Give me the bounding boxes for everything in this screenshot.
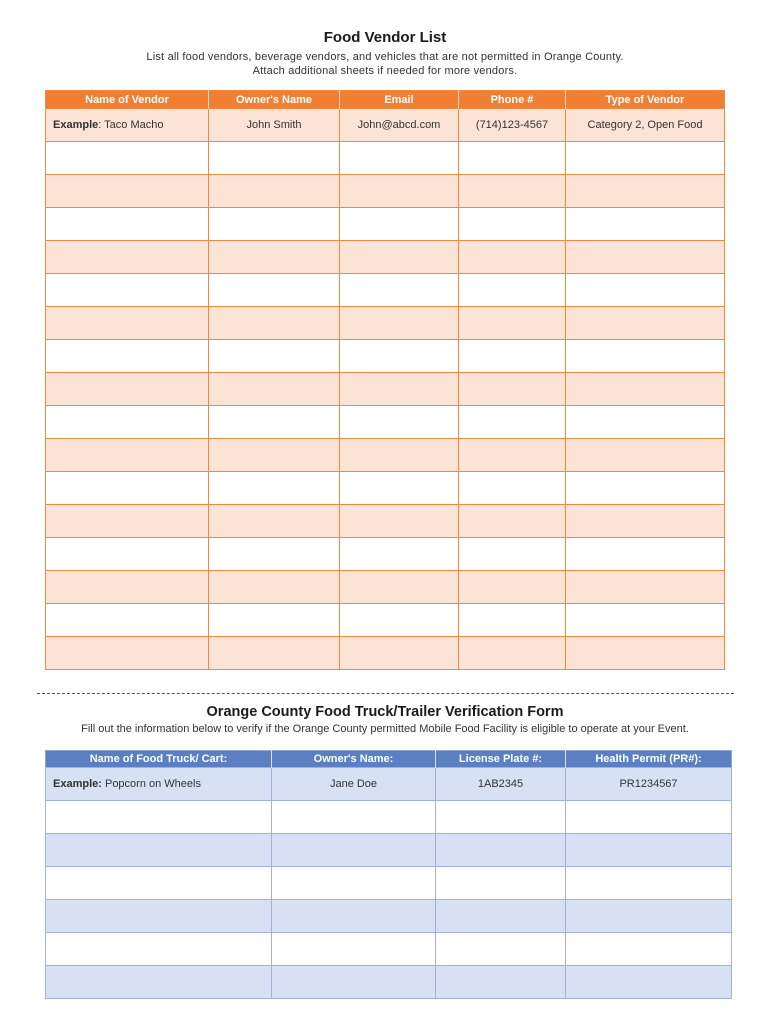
vendor-name-cell[interactable] [46,373,209,406]
truck-row [46,834,732,867]
email-cell[interactable] [340,538,459,571]
vendor-type-cell[interactable] [566,142,725,175]
example-health-permit: PR1234567 [566,768,732,801]
vendor-type-cell[interactable] [566,208,725,241]
vendor-type-cell[interactable] [566,604,725,637]
column-header-truck-name: Name of Food Truck/ Cart: [46,751,272,768]
email-cell[interactable] [340,637,459,670]
vendor-type-cell[interactable] [566,373,725,406]
vendor-table [45,90,725,670]
column-header-truck-owner: Owner's Name: [272,751,436,768]
email-cell[interactable] [340,505,459,538]
owner-name-cell[interactable] [209,637,340,670]
phone-cell[interactable] [459,142,566,175]
vendor-name-cell[interactable] [46,307,209,340]
vendor-row [46,538,725,571]
vendor-row [46,241,725,274]
vendor-name-cell[interactable] [46,208,209,241]
phone-cell[interactable] [459,472,566,505]
vendor-instructions-line1: List all food vendors, beverage vendors, and vehicles that are not permitted in Orange County. [146,51,624,63]
truck-owner-cell[interactable] [272,933,436,966]
vendor-row [46,307,725,340]
vendor-table-header [46,91,725,109]
vendor-name-cell[interactable] [46,340,209,373]
example-vendor-type: Category 2, Open Food [566,109,725,142]
vendor-name-cell[interactable] [46,406,209,439]
example-owner-name: John Smith [209,109,340,142]
phone-cell[interactable] [459,373,566,406]
health-permit-cell[interactable] [566,933,732,966]
vendor-type-cell[interactable] [566,274,725,307]
cut-line-divider [37,693,734,694]
phone-cell[interactable] [459,241,566,274]
license-plate-cell[interactable] [436,834,566,867]
phone-cell[interactable] [459,538,566,571]
truck-example-row [46,768,732,801]
phone-cell[interactable] [459,439,566,472]
vendor-name-cell[interactable] [46,175,209,208]
license-plate-cell[interactable] [436,933,566,966]
owner-name-cell[interactable] [209,604,340,637]
email-cell[interactable] [340,241,459,274]
email-cell[interactable] [340,472,459,505]
vendor-row [46,505,725,538]
health-permit-cell[interactable] [566,867,732,900]
owner-name-cell[interactable] [209,472,340,505]
truck-name-cell[interactable] [46,966,272,999]
vendor-type-cell[interactable] [566,505,725,538]
truck-form-title: Orange County Food Truck/Trailer Verification Form [206,704,564,720]
email-cell[interactable] [340,406,459,439]
license-plate-cell[interactable] [436,900,566,933]
example-vendor-name-value: : Taco Macho [98,119,164,131]
health-permit-cell[interactable] [566,966,732,999]
vendor-row [46,142,725,175]
page-title: Food Vendor List [323,29,447,46]
vendor-name-cell[interactable] [46,505,209,538]
truck-row [46,966,732,999]
column-header-email: Email [340,91,459,109]
vendor-name-cell[interactable] [46,142,209,175]
owner-name-cell[interactable] [209,241,340,274]
example-license-plate: 1AB2345 [436,768,566,801]
truck-owner-cell[interactable] [272,867,436,900]
vendor-type-cell[interactable] [566,241,725,274]
example-label: Example [53,119,99,131]
vendor-instructions-line2: Attach additional sheets if needed for more vendors. [252,65,518,77]
phone-cell[interactable] [459,208,566,241]
truck-table-header [46,751,732,768]
vendor-type-cell[interactable] [566,439,725,472]
vendor-name-cell[interactable] [46,538,209,571]
vendor-row [46,340,725,373]
health-permit-cell[interactable] [566,900,732,933]
truck-owner-cell[interactable] [272,966,436,999]
license-plate-cell[interactable] [436,867,566,900]
phone-cell[interactable] [459,274,566,307]
vendor-type-cell[interactable] [566,307,725,340]
vendor-type-cell[interactable] [566,340,725,373]
example-truck-name-value: Popcorn on Wheels [101,778,201,790]
vendor-row [46,472,725,505]
email-cell[interactable] [340,142,459,175]
email-cell[interactable] [340,208,459,241]
vendor-type-cell[interactable] [566,472,725,505]
health-permit-cell[interactable] [566,801,732,834]
truck-owner-cell[interactable] [272,834,436,867]
truck-example-label: Example: [53,778,102,790]
truck-row [46,867,732,900]
vendor-name-cell[interactable] [46,439,209,472]
email-cell[interactable] [340,571,459,604]
vendor-row [46,439,725,472]
truck-name-cell[interactable] [46,933,272,966]
owner-name-cell[interactable] [209,439,340,472]
column-header-vendor-type: Type of Vendor [566,91,725,109]
column-header-owner-name: Owner's Name [209,91,340,109]
truck-row [46,900,732,933]
vendor-type-cell[interactable] [566,538,725,571]
truck-owner-cell[interactable] [272,900,436,933]
vendor-name-cell[interactable] [46,241,209,274]
column-header-vendor-name: Name of Vendor [46,91,209,109]
vendor-row [46,373,725,406]
email-cell[interactable] [340,604,459,637]
example-truck-name [46,768,272,801]
phone-cell[interactable] [459,505,566,538]
phone-cell[interactable] [459,406,566,439]
owner-name-cell[interactable] [209,307,340,340]
phone-cell[interactable] [459,571,566,604]
vendor-row [46,637,725,670]
phone-cell[interactable] [459,604,566,637]
vendor-row [46,274,725,307]
phone-cell[interactable] [459,637,566,670]
owner-name-cell[interactable] [209,274,340,307]
vendor-type-cell[interactable] [566,571,725,604]
email-cell[interactable] [340,439,459,472]
column-header-license-plate: License Plate #: [436,751,566,768]
truck-name-cell[interactable] [46,834,272,867]
vendor-name-cell[interactable] [46,604,209,637]
email-cell[interactable] [340,274,459,307]
truck-name-cell[interactable] [46,867,272,900]
license-plate-cell[interactable] [436,801,566,834]
phone-cell[interactable] [459,175,566,208]
truck-row [46,933,732,966]
example-truck-owner: Jane Doe [272,768,436,801]
vendor-row [46,571,725,604]
phone-cell[interactable] [459,307,566,340]
email-cell[interactable] [340,307,459,340]
owner-name-cell[interactable] [209,208,340,241]
owner-name-cell[interactable] [209,571,340,604]
owner-name-cell[interactable] [209,175,340,208]
email-cell[interactable] [340,340,459,373]
vendor-name-cell[interactable] [46,571,209,604]
truck-row [46,801,732,834]
vendor-type-cell[interactable] [566,637,725,670]
truck-name-cell[interactable] [46,900,272,933]
vendor-row [46,604,725,637]
example-email: John@abcd.com [340,109,459,142]
vendor-type-cell[interactable] [566,175,725,208]
owner-name-cell[interactable] [209,505,340,538]
owner-name-cell[interactable] [209,373,340,406]
truck-owner-cell[interactable] [272,801,436,834]
vendor-row [46,406,725,439]
vendor-row [46,175,725,208]
truck-table [45,750,732,999]
email-cell[interactable] [340,373,459,406]
vendor-name-cell[interactable] [46,274,209,307]
column-header-phone: Phone # [459,91,566,109]
owner-name-cell[interactable] [209,340,340,373]
truck-name-cell[interactable] [46,801,272,834]
email-cell[interactable] [340,175,459,208]
phone-cell[interactable] [459,340,566,373]
truck-form-instructions: Fill out the information below to verify if the Orange County permitted Mobile Food Facility is eligible to operate at your Event. [81,723,689,735]
license-plate-cell[interactable] [436,966,566,999]
vendor-example-row [46,109,725,142]
example-phone: (714)123-4567 [459,109,566,142]
owner-name-cell[interactable] [209,538,340,571]
vendor-type-cell[interactable] [566,406,725,439]
health-permit-cell[interactable] [566,834,732,867]
column-header-health-permit: Health Permit (PR#): [566,751,732,768]
example-vendor-name [46,109,209,142]
vendor-name-cell[interactable] [46,472,209,505]
vendor-row [46,208,725,241]
owner-name-cell[interactable] [209,142,340,175]
vendor-name-cell[interactable] [46,637,209,670]
owner-name-cell[interactable] [209,406,340,439]
